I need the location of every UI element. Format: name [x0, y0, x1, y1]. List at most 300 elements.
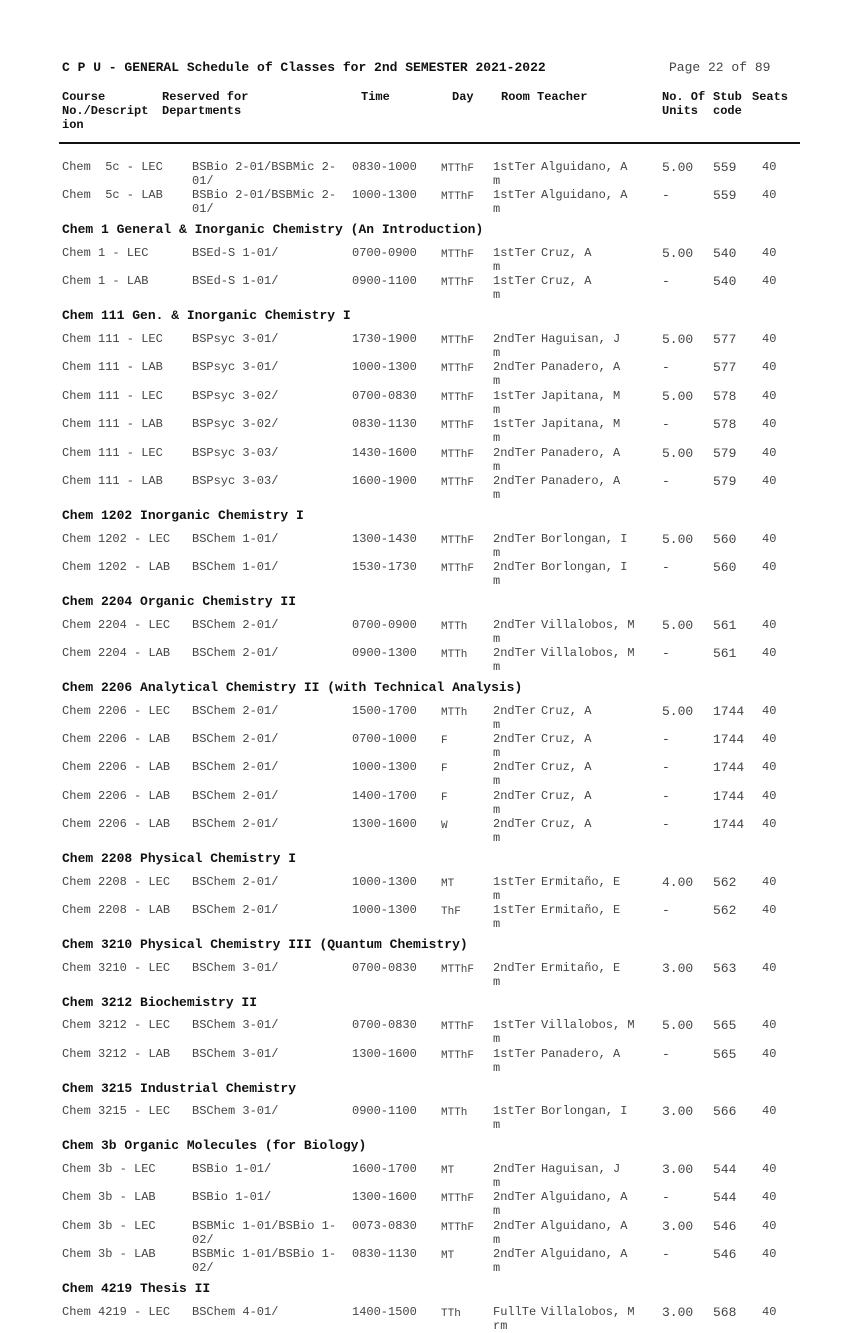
table-row — [0, 1018, 850, 1046]
time-cell: 1500-1700 — [352, 703, 417, 718]
units-cell: 5.00 — [662, 332, 694, 347]
time-cell: 0700-0900 — [352, 617, 417, 632]
teacher-cell: Villalobos, M — [541, 617, 635, 632]
stub-code-cell: 559 — [713, 160, 737, 175]
column-header-units-line: No. Of — [662, 90, 706, 104]
room-cell: 2ndTer m — [493, 788, 537, 817]
seats-cell: 40 — [762, 903, 777, 918]
course-section-title: Chem 3212 Biochemistry II — [62, 994, 258, 1010]
reserved-cell: BSChem 2-01/ — [192, 817, 279, 832]
course-cell: Chem 3210 - LEC — [62, 960, 171, 975]
table-row — [0, 618, 850, 646]
course-cell: Chem 1 - LAB — [62, 274, 149, 289]
day-cell: F — [441, 735, 448, 747]
reserved-cell: BSPsyc 3-01/ — [192, 332, 279, 346]
column-header-course-line: No./Descript — [62, 104, 149, 118]
course-cell: Chem 3b - LEC — [62, 1218, 156, 1233]
course-section-title: Chem 111 Gen. & Inorganic Chemistry I — [62, 308, 351, 324]
units-cell: 5.00 — [662, 531, 694, 547]
reserved-cell: BSChem 3-01/ — [192, 1046, 279, 1061]
day-cell: MT — [441, 1250, 455, 1263]
seats-cell: 40 — [762, 1190, 777, 1205]
stub-code-cell: 577 — [713, 360, 737, 376]
day-cell: ThF — [441, 906, 461, 919]
seats-cell: 40 — [762, 332, 777, 346]
stub-code-cell: 561 — [713, 617, 737, 633]
room-cell: 1stTer m — [493, 274, 537, 303]
units-cell: - — [662, 732, 670, 747]
course-cell: Chem 2204 - LAB — [62, 646, 171, 660]
units-cell: - — [662, 474, 670, 489]
units-cell: 5.00 — [662, 617, 694, 633]
units-cell: - — [662, 1190, 670, 1206]
stub-code-cell: 562 — [713, 903, 737, 919]
units-cell: 5.00 — [662, 246, 694, 261]
units-cell: - — [662, 188, 670, 204]
stub-code-cell: 1744 — [713, 732, 745, 747]
seats-cell: 40 — [762, 274, 777, 289]
time-cell: 0700-0900 — [352, 246, 417, 260]
stub-code-cell: 546 — [713, 1218, 737, 1234]
teacher-cell: Villalobos, M — [541, 1304, 635, 1319]
course-cell: Chem 2208 - LEC — [62, 874, 171, 889]
reserved-cell: BSChem 2-01/ — [192, 703, 279, 718]
teacher-cell: Haguisan, J — [541, 332, 621, 346]
table-row — [0, 646, 850, 674]
teacher-cell: Alguidano, A — [541, 1247, 628, 1262]
units-cell: 3.00 — [662, 1162, 694, 1177]
stub-code-cell: 544 — [713, 1162, 737, 1177]
column-header-stub-line: Stub — [713, 90, 742, 104]
table-row — [0, 1162, 850, 1190]
units-cell: - — [662, 417, 670, 433]
seats-cell: 40 — [762, 1218, 777, 1233]
stub-code-cell: 540 — [713, 274, 737, 290]
day-cell: MTThF — [441, 1193, 475, 1206]
table-row — [0, 1104, 850, 1132]
seats-cell: 40 — [762, 760, 777, 775]
course-section-title: Chem 3215 Industrial Chemistry — [62, 1080, 297, 1096]
seats-cell: 40 — [762, 1304, 777, 1319]
column-header-time: Time — [361, 90, 390, 104]
room-cell: 1stTer m — [493, 246, 537, 274]
day-cell: MTThF — [441, 191, 475, 204]
day-cell: MTThF — [441, 477, 475, 489]
teacher-cell: Japitana, M — [541, 388, 621, 403]
reserved-cell: BSChem 1-01/ — [192, 531, 279, 546]
time-cell: 1530-1730 — [352, 560, 417, 574]
teacher-cell: Villalobos, M — [541, 646, 635, 660]
reserved-cell: BSPsyc 3-02/ — [192, 388, 279, 403]
column-header-seats: Seats — [752, 90, 789, 104]
table-row — [0, 560, 850, 588]
time-cell: 0700-0830 — [352, 960, 417, 975]
room-cell: 1stTer m — [493, 1046, 537, 1075]
column-header-reserved — [162, 90, 248, 104]
day-cell: MTThF — [441, 391, 475, 404]
column-header-course-line: ion — [62, 118, 84, 132]
seats-cell: 40 — [762, 732, 777, 746]
time-cell: 1600-1900 — [352, 474, 417, 488]
day-cell: MT — [441, 877, 455, 890]
units-cell: - — [662, 1046, 670, 1062]
seats-cell: 40 — [762, 1247, 777, 1262]
course-section-title: Chem 3b Organic Molecules (for Biology) — [62, 1138, 367, 1154]
day-cell: MTThF — [441, 249, 475, 261]
teacher-cell: Cruz, A — [541, 732, 592, 746]
seats-cell: 40 — [762, 1018, 777, 1033]
time-cell: 1300-1600 — [352, 817, 417, 832]
table-row — [0, 789, 850, 817]
course-cell: Chem 111 - LEC — [62, 445, 163, 460]
seats-cell: 40 — [762, 445, 777, 460]
units-cell: - — [662, 360, 670, 376]
course-cell: Chem 5c - LAB — [62, 188, 163, 203]
time-cell: 0900-1300 — [352, 646, 417, 660]
reserved-cell: BSPsyc 3-03/ — [192, 474, 279, 488]
time-cell: 1000-1300 — [352, 760, 417, 775]
time-cell: 0900-1100 — [352, 1104, 417, 1119]
day-cell: MTThF — [441, 163, 475, 175]
seats-cell: 40 — [762, 360, 777, 375]
room-cell: 2ndTer m — [493, 1247, 537, 1276]
day-cell: TTh — [441, 1307, 461, 1320]
stub-code-cell: 546 — [713, 1247, 737, 1263]
room-cell: 1stTer m — [493, 188, 537, 217]
reserved-cell: BSChem 2-01/ — [192, 788, 279, 803]
stub-code-cell: 568 — [713, 1304, 737, 1320]
room-cell: FullTe rm — [493, 1304, 537, 1333]
room-cell: 2ndTer m — [493, 732, 537, 760]
teacher-cell: Alguidano, A — [541, 188, 628, 203]
teacher-cell: Cruz, A — [541, 817, 592, 832]
time-cell: 0830-1130 — [352, 1247, 417, 1262]
reserved-cell: BSChem 2-01/ — [192, 760, 279, 775]
day-cell: MTThF — [441, 363, 475, 376]
stub-code-cell: 566 — [713, 1104, 737, 1120]
day-cell: MTTh — [441, 1107, 468, 1120]
course-section-title: Chem 4219 Thesis II — [62, 1281, 211, 1297]
table-row — [0, 417, 850, 445]
stub-code-cell: 544 — [713, 1190, 737, 1206]
teacher-cell: Panadero, A — [541, 360, 621, 375]
table-row — [0, 1247, 850, 1275]
stub-code-cell: 1744 — [713, 788, 745, 804]
course-cell: Chem 2206 - LAB — [62, 760, 171, 775]
stub-code-cell: 565 — [713, 1046, 737, 1062]
stub-code-cell: 540 — [713, 246, 737, 261]
reserved-cell: BSChem 3-01/ — [192, 1104, 279, 1119]
time-cell: 0900-1100 — [352, 274, 417, 289]
teacher-cell: Borlongan, I — [541, 560, 628, 574]
table-row — [0, 817, 850, 845]
course-cell: Chem 5c - LEC — [62, 160, 163, 174]
teacher-cell: Alguidano, A — [541, 1218, 628, 1233]
stub-code-cell: 561 — [713, 646, 737, 661]
reserved-cell: BSBio 2-01/BSBMic 2- 01/ — [192, 160, 337, 188]
day-cell: MTThF — [441, 1221, 475, 1234]
teacher-cell: Ermitaño, E — [541, 874, 621, 889]
teacher-cell: Cruz, A — [541, 788, 592, 803]
table-row — [0, 246, 850, 274]
seats-cell: 40 — [762, 788, 777, 803]
seats-cell: 40 — [762, 1162, 777, 1176]
room-cell: 1stTer m — [493, 160, 537, 188]
time-cell: 0073-0830 — [352, 1218, 417, 1233]
room-cell: 2ndTer m — [493, 560, 537, 588]
table-row — [0, 360, 850, 388]
seats-cell: 40 — [762, 474, 777, 488]
day-cell: MTTh — [441, 620, 468, 633]
course-cell: Chem 111 - LEC — [62, 332, 163, 346]
seats-cell: 40 — [762, 1104, 777, 1119]
header-divider — [59, 142, 800, 144]
table-row — [0, 389, 850, 417]
time-cell: 1400-1500 — [352, 1304, 417, 1319]
seats-cell: 40 — [762, 960, 777, 975]
course-cell: Chem 2206 - LAB — [62, 817, 171, 832]
table-row — [0, 446, 850, 474]
room-cell: 1stTer m — [493, 388, 537, 417]
room-cell: 2ndTer m — [493, 817, 537, 846]
reserved-cell: BSChem 2-01/ — [192, 903, 279, 918]
day-cell: MTThF — [441, 563, 475, 575]
table-row — [0, 704, 850, 732]
room-cell: 1stTer m — [493, 1018, 537, 1047]
course-cell: Chem 111 - LAB — [62, 417, 163, 432]
stub-code-cell: 1744 — [713, 760, 745, 776]
room-cell: 2ndTer m — [493, 332, 537, 360]
course-cell: Chem 1 - LEC — [62, 246, 149, 260]
seats-cell: 40 — [762, 388, 777, 403]
seats-cell: 40 — [762, 188, 777, 203]
room-cell: 2ndTer m — [493, 760, 537, 789]
teacher-cell: Cruz, A — [541, 246, 592, 260]
column-header-reserved-line: Reserved for — [162, 90, 249, 104]
seats-cell: 40 — [762, 874, 777, 889]
column-header-stub — [713, 90, 742, 118]
units-cell: 3.00 — [662, 1304, 694, 1320]
room-cell: 1stTer m — [493, 1104, 537, 1133]
room-cell: 2ndTer m — [493, 360, 537, 389]
day-cell: MTThF — [441, 963, 475, 976]
units-cell: 5.00 — [662, 160, 694, 175]
units-cell: - — [662, 560, 670, 575]
table-row — [0, 274, 850, 302]
teacher-cell: Panadero, A — [541, 1046, 621, 1061]
column-header-units — [662, 90, 705, 118]
course-cell: Chem 3215 - LEC — [62, 1104, 171, 1119]
room-cell: 2ndTer m — [493, 617, 537, 646]
room-cell: 1stTer m — [493, 903, 537, 932]
stub-code-cell: 579 — [713, 474, 737, 489]
table-row — [0, 760, 850, 788]
reserved-cell: BSChem 2-01/ — [192, 617, 279, 632]
stub-code-cell: 560 — [713, 560, 737, 575]
stub-code-cell: 560 — [713, 531, 737, 547]
table-row — [0, 188, 850, 216]
course-section-title: Chem 2204 Organic Chemistry II — [62, 594, 297, 609]
table-row — [0, 875, 850, 903]
teacher-cell: Panadero, A — [541, 445, 621, 460]
reserved-cell: BSBio 1-01/ — [192, 1190, 272, 1205]
course-cell: Chem 2206 - LAB — [62, 788, 171, 803]
time-cell: 0700-0830 — [352, 1018, 417, 1033]
time-cell: 0830-1000 — [352, 160, 417, 174]
table-row — [0, 903, 850, 931]
seats-cell: 40 — [762, 160, 777, 174]
room-cell: 2ndTer m — [493, 703, 537, 732]
course-cell: Chem 2204 - LEC — [62, 617, 171, 632]
day-cell: MTTh — [441, 649, 468, 661]
reserved-cell: BSBMic 1-01/BSBio 1- 02/ — [192, 1247, 337, 1276]
time-cell: 1300-1600 — [352, 1190, 417, 1205]
column-header-course — [62, 90, 148, 132]
table-row — [0, 1305, 850, 1333]
teacher-cell: Cruz, A — [541, 760, 592, 775]
column-header-course-line: Course — [62, 90, 106, 104]
course-cell: Chem 4219 - LEC — [62, 1304, 171, 1319]
time-cell: 0700-1000 — [352, 732, 417, 746]
course-cell: Chem 2206 - LAB — [62, 732, 171, 746]
stub-code-cell: 1744 — [713, 703, 745, 719]
course-cell: Chem 2208 - LAB — [62, 903, 171, 918]
course-cell: Chem 3b - LEC — [62, 1162, 156, 1176]
room-cell: 2ndTer m — [493, 646, 537, 674]
time-cell: 1730-1900 — [352, 332, 417, 346]
course-cell: Chem 1202 - LEC — [62, 531, 171, 546]
column-header-day: Day — [452, 90, 474, 104]
stub-code-cell: 559 — [713, 188, 737, 204]
teacher-cell: Alguidano, A — [541, 1190, 628, 1205]
page-title: C P U - GENERAL Schedule of Classes for 2nd SEMESTER 2021-2022 — [62, 60, 546, 75]
course-cell: Chem 3212 - LEC — [62, 1018, 171, 1033]
room-cell: 2ndTer m — [493, 445, 537, 474]
teacher-cell: Panadero, A — [541, 474, 621, 488]
day-cell: W — [441, 820, 448, 833]
seats-cell: 40 — [762, 531, 777, 546]
teacher-cell: Cruz, A — [541, 274, 592, 289]
table-row — [0, 1219, 850, 1247]
units-cell: - — [662, 903, 670, 919]
course-section-title: Chem 1202 Inorganic Chemistry I — [62, 508, 304, 523]
course-cell: Chem 111 - LAB — [62, 360, 163, 375]
units-cell: 3.00 — [662, 1104, 694, 1120]
stub-code-cell: 577 — [713, 332, 737, 347]
course-section-title: Chem 2206 Analytical Chemistry II (with Technical Analysis) — [62, 680, 523, 695]
day-cell: MTThF — [441, 335, 475, 347]
time-cell: 1430-1600 — [352, 445, 417, 460]
course-cell: Chem 2206 - LEC — [62, 703, 171, 718]
teacher-cell: Villalobos, M — [541, 1018, 635, 1033]
units-cell: 5.00 — [662, 703, 694, 719]
room-cell: 2ndTer m — [493, 1162, 537, 1190]
time-cell: 1300-1430 — [352, 531, 417, 546]
stub-code-cell: 578 — [713, 417, 737, 433]
teacher-cell: Alguidano, A — [541, 160, 628, 174]
teacher-cell: Cruz, A — [541, 703, 592, 718]
table-row — [0, 1190, 850, 1218]
teacher-cell: Japitana, M — [541, 417, 621, 432]
units-cell: 4.00 — [662, 874, 694, 890]
reserved-cell: BSChem 3-01/ — [192, 1018, 279, 1033]
stub-code-cell: 1744 — [713, 817, 745, 833]
time-cell: 1300-1600 — [352, 1046, 417, 1061]
time-cell: 1000-1300 — [352, 360, 417, 375]
units-cell: - — [662, 646, 670, 661]
day-cell: MTTh — [441, 706, 468, 719]
time-cell: 1000-1300 — [352, 903, 417, 918]
room-cell: 2ndTer m — [493, 1218, 537, 1247]
day-cell: MTThF — [441, 448, 475, 461]
seats-cell: 40 — [762, 617, 777, 632]
room-cell: 2ndTer m — [493, 1190, 537, 1219]
units-cell: 5.00 — [662, 1018, 694, 1034]
room-cell: 2ndTer m — [493, 531, 537, 560]
reserved-cell: BSEd-S 1-01/ — [192, 274, 279, 289]
seats-cell: 40 — [762, 417, 777, 432]
column-header-stub-line: code — [713, 104, 742, 118]
column-header-departments: Departments — [162, 104, 242, 118]
teacher-cell: Borlongan, I — [541, 531, 628, 546]
course-cell: Chem 1202 - LAB — [62, 560, 171, 574]
teacher-cell: Ermitaño, E — [541, 903, 621, 918]
units-cell: - — [662, 788, 670, 804]
course-section-title: Chem 2208 Physical Chemistry I — [62, 851, 297, 867]
day-cell: F — [441, 791, 448, 804]
course-cell: Chem 3212 - LAB — [62, 1046, 171, 1061]
reserved-cell: BSBio 2-01/BSBMic 2- 01/ — [192, 188, 337, 217]
units-cell: 3.00 — [662, 1218, 694, 1234]
reserved-cell: BSEd-S 1-01/ — [192, 246, 279, 260]
day-cell: MTThF — [441, 534, 475, 547]
seats-cell: 40 — [762, 560, 777, 574]
day-cell: MTThF — [441, 1049, 475, 1062]
day-cell: MT — [441, 1165, 455, 1177]
units-cell: - — [662, 1247, 670, 1263]
stub-code-cell: 578 — [713, 388, 737, 404]
day-cell: MTThF — [441, 1021, 475, 1034]
reserved-cell: BSChem 2-01/ — [192, 646, 279, 660]
stub-code-cell: 562 — [713, 874, 737, 890]
time-cell: 1400-1700 — [352, 788, 417, 803]
reserved-cell: BSBMic 1-01/BSBio 1- 02/ — [192, 1218, 337, 1247]
units-cell: - — [662, 274, 670, 290]
reserved-cell: BSChem 1-01/ — [192, 560, 279, 574]
page-number: Page 22 of 89 — [669, 60, 771, 75]
reserved-cell: BSPsyc 3-01/ — [192, 360, 279, 375]
room-cell: 1stTer m — [493, 417, 537, 446]
day-cell: MTThF — [441, 277, 475, 290]
table-row — [0, 332, 850, 360]
reserved-cell: BSChem 4-01/ — [192, 1304, 279, 1319]
time-cell: 1600-1700 — [352, 1162, 417, 1176]
course-cell: Chem 3b - LAB — [62, 1190, 156, 1205]
teacher-cell: Haguisan, J — [541, 1162, 621, 1176]
room-cell: 2ndTer m — [493, 960, 537, 989]
units-cell: 5.00 — [662, 388, 694, 404]
course-cell: Chem 111 - LEC — [62, 388, 163, 403]
column-header-units-line: Units — [662, 104, 699, 118]
time-cell: 0830-1130 — [352, 417, 417, 432]
column-header-room-teacher: Room Teacher — [501, 90, 588, 104]
reserved-cell: BSBio 1-01/ — [192, 1162, 272, 1176]
seats-cell: 40 — [762, 817, 777, 832]
units-cell: - — [662, 760, 670, 776]
table-row — [0, 160, 850, 188]
units-cell: - — [662, 817, 670, 833]
table-row — [0, 474, 850, 502]
